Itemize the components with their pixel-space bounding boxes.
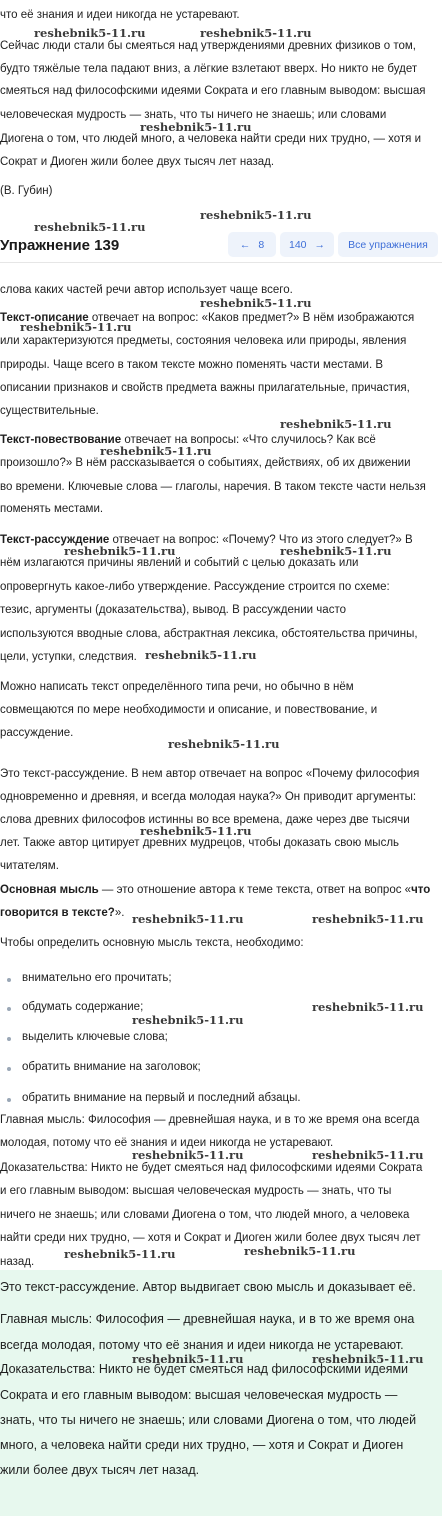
- all-exercises-button[interactable]: [338, 232, 438, 257]
- author-signature: (В. Губин): [0, 185, 53, 197]
- answer-line: всегда молодая, потому что её знания и идеи никогда не устаревают.: [0, 1338, 404, 1352]
- text-line: Сократ и Диоген жили более двух тысяч лет назад.: [0, 156, 275, 168]
- text-line: что её знания и идеи никогда не устаревают.: [0, 9, 240, 21]
- watermark: reshebnik5-11.ru: [132, 1148, 244, 1162]
- watermark: reshebnik5-11.ru: [132, 912, 244, 926]
- exercise-title: Упражнение 139: [0, 237, 120, 254]
- term-reasoning: Текст-рассуждение: [0, 534, 110, 546]
- watermark: reshebnik5-11.ru: [132, 1013, 244, 1027]
- text-line: цели, уступки, следствия.: [0, 651, 137, 663]
- watermark: reshebnik5-11.ru: [312, 1148, 424, 1162]
- text-line: природы. Чаще всего в таком тексте можно поменять части местами. В: [0, 359, 384, 371]
- list-item: обдумать содержание;: [22, 1001, 144, 1013]
- watermark: reshebnik5-11.ru: [244, 1244, 356, 1258]
- bullet-dot-icon: [7, 1067, 11, 1071]
- text-line: рассуждение.: [0, 727, 74, 739]
- list-item: обратить внимание на первый и последний абзацы.: [22, 1092, 301, 1104]
- watermark: reshebnik5-11.ru: [145, 648, 257, 662]
- text-line: читателям.: [0, 860, 59, 872]
- watermark: reshebnik5-11.ru: [34, 220, 146, 234]
- answer-line: Главная мысль: Философия — древнейшая наука, и в то же время она: [0, 1312, 415, 1326]
- text-line: Главная мысль: Философия — древнейшая наука, и в то же время она всегда: [0, 1114, 420, 1126]
- prev-exercise-button[interactable]: [228, 232, 276, 257]
- watermark: reshebnik5-11.ru: [168, 737, 280, 751]
- answer-line: Сократа и его главным выводом: высшая человеческая мудрость —: [0, 1388, 398, 1402]
- answer-block: [0, 1270, 442, 1516]
- watermark: reshebnik5-11.ru: [64, 1247, 176, 1261]
- text-line: поменять местами.: [0, 503, 104, 515]
- answer-line: знать, что ты ничего не знаешь; или словами Диогена о том, что людей: [0, 1413, 417, 1427]
- text-line: одновременно и древняя, и всегда молодая наука?» Он приводит аргументы:: [0, 791, 417, 803]
- answer-line: много, а человека найти среди них трудно, — хотя и Сократ и Диоген: [0, 1438, 404, 1452]
- text-line: используются вводные слова, абстрактная лексика, обстоятельства причины,: [0, 628, 418, 640]
- arrow-right-icon: →: [314, 238, 326, 251]
- text-line: нём излагаются причины явлений и событий с целью доказать или: [0, 557, 359, 569]
- text-line: лет. Также автор цитирует древних мудрецов, чтобы доказать свою мысль: [0, 837, 400, 849]
- term-narration-text: отвечает на вопросы: «Что случилось? Как всё: [121, 434, 376, 446]
- watermark: reshebnik5-11.ru: [140, 824, 252, 838]
- text-line: слова каких частей речи автор использует чаще всего.: [0, 284, 293, 296]
- next-exercise-label: 140: [288, 238, 307, 251]
- text-line: или характеризуются предметы, состояния человека или природы, явления: [0, 335, 407, 347]
- bullet-dot-icon: [7, 1098, 11, 1102]
- all-exercises-label: Все упражнения: [348, 238, 428, 251]
- term-narration: Текст-повествование: [0, 434, 122, 446]
- watermark: reshebnik5-11.ru: [140, 120, 252, 134]
- arrow-left-icon: ←: [239, 238, 251, 251]
- term-main-idea: Основная мысль: [0, 884, 99, 896]
- watermark: reshebnik5-11.ru: [200, 296, 312, 310]
- watermark: reshebnik5-11.ru: [312, 1352, 424, 1366]
- watermark: reshebnik5-11.ru: [312, 1000, 424, 1014]
- watermark: reshebnik5-11.ru: [312, 912, 424, 926]
- text-line: будто тяжёлые тела падают вниз, а лёгкие взлетают вверх. Но никто не будет: [0, 63, 418, 75]
- prev-exercise-label: 8: [258, 238, 265, 251]
- text-line: Можно написать текст определённого типа речи, но обычно в нём: [0, 681, 354, 693]
- watermark: reshebnik5-11.ru: [34, 26, 146, 40]
- text-line: и его главным выводом: высшая человеческая мудрость — знать, что ты: [0, 1185, 392, 1197]
- main-idea-def-bold-2: говорится в тексте?: [0, 907, 115, 919]
- watermark: reshebnik5-11.ru: [20, 320, 132, 334]
- watermark: reshebnik5-11.ru: [100, 444, 212, 458]
- answer-line: Доказательства: Никто не будет смеяться над философскими идеями: [0, 1362, 409, 1376]
- watermark: reshebnik5-11.ru: [280, 544, 392, 558]
- text-line: найти среди них трудно, — хотя и Сократ и Диоген жили более двух тысяч лет: [0, 1232, 421, 1244]
- text-line: Сейчас люди стали бы смеяться над утверждениями древних физиков о том,: [0, 40, 417, 52]
- bullet-dot-icon: [7, 1037, 11, 1041]
- text-line: [0, 883, 430, 897]
- text-line: тезис, аргументы (доказательства), вывод. В рассуждении часто: [0, 604, 346, 616]
- text-line: молодая, потому что её знания и идеи никогда не устаревают.: [0, 1137, 334, 1149]
- text-line: Это текст-рассуждение. В нем автор отвечает на вопрос «Почему философия: [0, 768, 420, 780]
- answer-line: жили более двух тысяч лет назад.: [0, 1463, 200, 1477]
- text-line: Чтобы определить основную мысль текста, необходимо:: [0, 937, 304, 949]
- text-line: произошло?» В нём рассказывается о событиях, действиях, об их движении: [0, 457, 411, 469]
- watermark: reshebnik5-11.ru: [200, 208, 312, 222]
- list-item: внимательно его прочитать;: [22, 972, 172, 984]
- text-line: существительные.: [0, 405, 99, 417]
- list-item: обратить внимание на заголовок;: [22, 1061, 201, 1073]
- term-description: Текст-описание: [0, 312, 89, 324]
- text-line: описании признаков и свойств предмета важны прилагательные, причастия,: [0, 382, 410, 394]
- main-idea-def-end: ».: [114, 907, 125, 919]
- answer-line: Это текст-рассуждение. Автор выдвигает свою мысль и доказывает её.: [0, 1280, 416, 1294]
- term-description-text: отвечает на вопрос: «Каков предмет?» В нём изображаются: [88, 312, 415, 324]
- text-line: во времени. Ключевые слова — глаголы, наречия. В таком тексте части нельзя: [0, 481, 426, 493]
- bullet-dot-icon: [7, 1007, 11, 1011]
- term-reasoning-text: отвечает на вопрос: «Почему? Что из этого следует?» В: [109, 534, 413, 546]
- text-line: совмещаются по мере необходимости и описание, и повествование, и: [0, 704, 378, 716]
- text-line: назад.: [0, 1256, 35, 1268]
- next-exercise-button[interactable]: [280, 232, 334, 257]
- watermark: reshebnik5-11.ru: [64, 544, 176, 558]
- text-line: ничего не знаешь; или словами Диогена о том, что людей много, а человека: [0, 1209, 410, 1221]
- text-line: [0, 906, 124, 920]
- text-line: человеческая мудрость — знать, что ты ничего не знаешь; или словами: [0, 109, 387, 121]
- list-item: выделить ключевые слова;: [22, 1031, 168, 1043]
- watermark: reshebnik5-11.ru: [132, 1352, 244, 1366]
- text-line: опровергнуть какое-либо утверждение. Рассуждение строится по схеме:: [0, 581, 390, 593]
- main-idea-def-text: — это отношение автора к теме текста, ответ на вопрос «: [98, 884, 412, 896]
- text-line: Диогена о том, что людей много, а человека найти среди них трудно, — хотя и: [0, 133, 422, 145]
- main-idea-def-bold: что: [411, 884, 431, 896]
- watermark: reshebnik5-11.ru: [280, 417, 392, 431]
- text-line: смеяться над философскими идеями Сократа и его главным выводом: высшая: [0, 85, 426, 97]
- text-line: слова древних философов истинны во все времена, даже через две тысячи: [0, 814, 410, 826]
- watermark: reshebnik5-11.ru: [200, 26, 312, 40]
- bullet-dot-icon: [7, 978, 11, 982]
- text-line: Доказательства: Никто не будет смеяться над философскими идеями Сократа: [0, 1162, 423, 1174]
